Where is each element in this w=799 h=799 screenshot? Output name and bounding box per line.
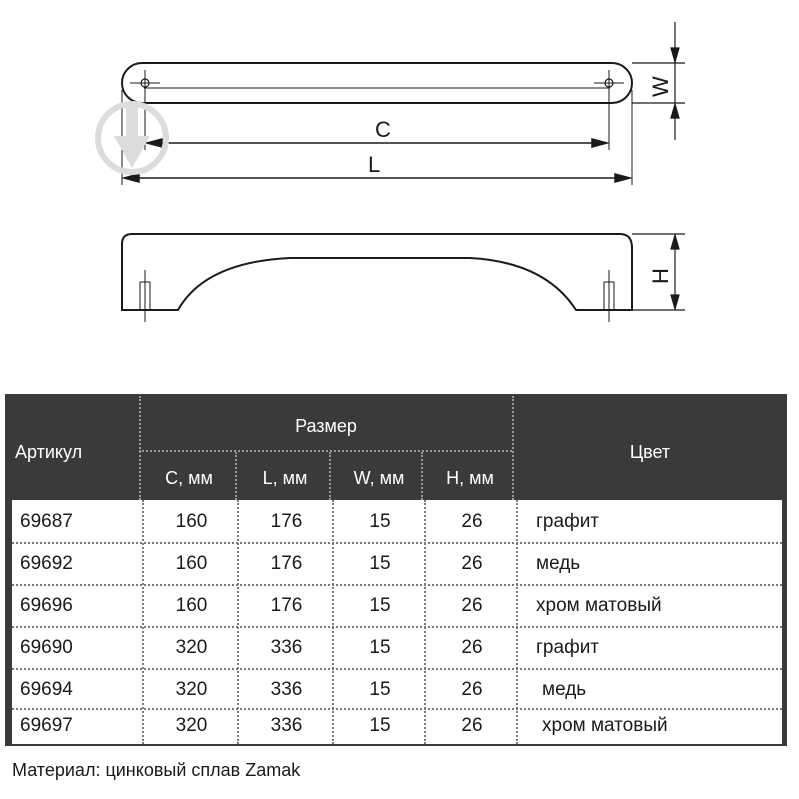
table-row xyxy=(12,544,782,584)
cell-c: 320 xyxy=(175,679,208,700)
cell-article: 69687 xyxy=(20,511,73,532)
table-row xyxy=(12,670,782,710)
cell-article: 69692 xyxy=(20,553,73,574)
dimension-h-label: H xyxy=(648,268,673,284)
cell-w: 15 xyxy=(369,511,391,532)
table-row xyxy=(12,586,782,626)
row-separator xyxy=(12,708,782,710)
spec-table xyxy=(5,394,787,746)
table-row xyxy=(12,706,782,746)
cell-l: 336 xyxy=(270,715,303,736)
table-body xyxy=(12,500,782,744)
table-header xyxy=(7,396,785,500)
row-separator xyxy=(12,626,782,628)
header-h: H, мм xyxy=(446,468,494,488)
cell-l: 336 xyxy=(270,637,303,658)
cell-h: 26 xyxy=(461,679,483,700)
header-color: Цвет xyxy=(629,442,671,462)
header-row-sep xyxy=(139,450,512,452)
header-l: L, мм xyxy=(262,468,308,488)
cell-article: 69690 xyxy=(20,637,73,658)
cell-l: 336 xyxy=(270,679,303,700)
dimension-c-label: C xyxy=(375,117,391,142)
cell-article: 69697 xyxy=(20,715,73,736)
cell-article: 69694 xyxy=(20,679,73,700)
cell-l: 176 xyxy=(270,511,303,532)
cell-h: 26 xyxy=(461,511,483,532)
cell-h: 26 xyxy=(461,715,483,736)
cell-article: 69696 xyxy=(20,595,73,616)
table-row xyxy=(12,502,782,542)
cell-color: хром матовый xyxy=(536,595,662,616)
cell-c: 320 xyxy=(175,637,208,658)
cell-h: 26 xyxy=(461,595,483,616)
header-c: C, мм xyxy=(165,468,213,488)
cell-w: 15 xyxy=(369,715,391,736)
cell-color: графит xyxy=(536,637,600,658)
cell-w: 15 xyxy=(369,679,391,700)
cell-l: 176 xyxy=(270,553,303,574)
cell-w: 15 xyxy=(369,595,391,616)
cell-w: 15 xyxy=(369,553,391,574)
header-size-group: Размер xyxy=(295,416,357,436)
row-separator xyxy=(12,584,782,586)
column-separator xyxy=(142,500,144,744)
cell-w: 15 xyxy=(369,637,391,658)
header-col-sep xyxy=(512,396,514,500)
side-view xyxy=(122,234,632,310)
column-separator xyxy=(424,500,426,744)
header-article: Артикул xyxy=(15,442,83,462)
dimension-l-label: L xyxy=(368,152,381,177)
watermark-logo-top xyxy=(92,98,172,178)
header-col-sep xyxy=(139,396,141,500)
column-separator xyxy=(237,500,239,744)
row-separator xyxy=(12,542,782,544)
handle-top-outline xyxy=(122,63,632,103)
cell-h: 26 xyxy=(461,553,483,574)
header-col-sep xyxy=(421,452,423,500)
cell-h: 26 xyxy=(461,637,483,658)
cell-c: 160 xyxy=(175,595,208,616)
handle-side-outline xyxy=(122,234,632,310)
cell-c: 160 xyxy=(175,511,208,532)
material-note: Материал: цинковый сплав Zamak xyxy=(12,760,301,780)
cell-c: 320 xyxy=(175,715,208,736)
cell-color: графит xyxy=(536,511,600,532)
cell-color: хром матовый xyxy=(542,715,668,736)
column-separator xyxy=(516,500,518,744)
header-w: W, мм xyxy=(353,468,405,488)
cell-color: медь xyxy=(542,679,587,700)
cell-l: 176 xyxy=(270,595,303,616)
cell-color: медь xyxy=(536,553,581,574)
cell-c: 160 xyxy=(175,553,208,574)
header-col-sep xyxy=(235,452,237,500)
header-col-sep xyxy=(329,452,331,500)
dimension-w-label: W xyxy=(648,76,673,97)
table-row xyxy=(12,628,782,668)
column-separator xyxy=(332,500,334,744)
top-view xyxy=(122,63,632,103)
row-separator xyxy=(12,668,782,670)
